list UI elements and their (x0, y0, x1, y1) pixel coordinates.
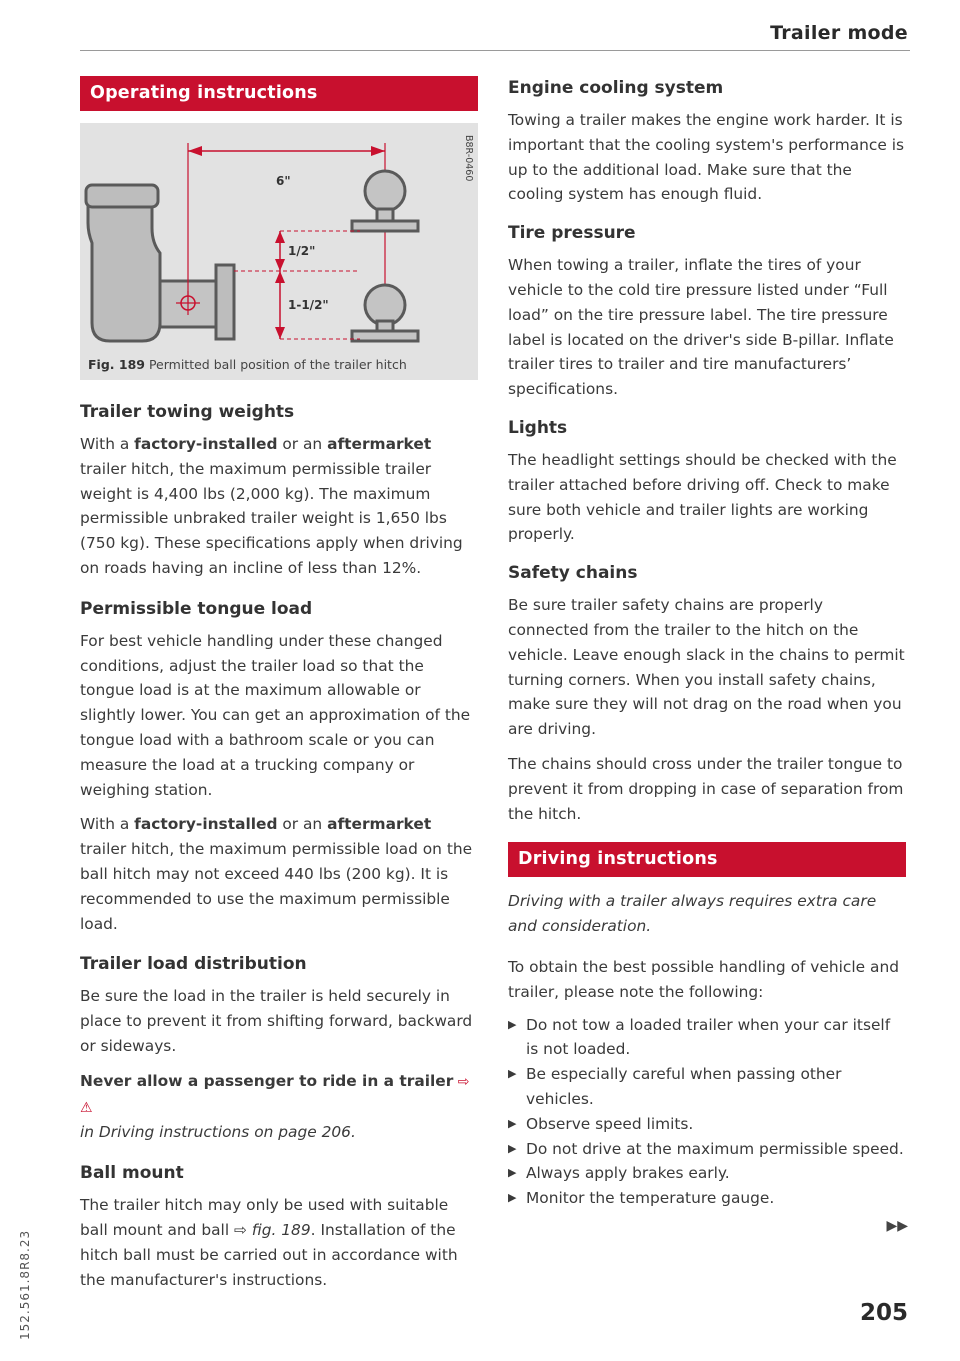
warning-ref-icon: ⇨ ⚠ (80, 1073, 470, 1116)
trailer-towing-weights-text: With a factory-installed or an aftermarket trailer hitch, the maximum permissible trailer weight is 4,400 lbs (2,000 kg). The maximum permissible unbraked trailer weight is 1,650 lbs (750 kg). These specifications apply when driving on roads having an incline of less than 12%. (80, 435, 463, 577)
list-item: ▶ Do not tow a loaded trailer when your car itself is not loaded. (508, 1015, 891, 1059)
lights-text: The headlight settings should be checked with the trailer attached before driving off. Check to make sure both vehicle and trailer lights are working properly. (508, 450, 897, 544)
engine-cooling-text: Towing a trailer makes the engine work harder. It is important that the cooling system's performance is up to the additional load. Make sure that the cooling system has enough fluid. (508, 111, 905, 204)
figure-caption (80, 353, 478, 380)
driving-bullet-list (508, 1013, 906, 1211)
trailer-load-distribution-heading: Trailer load distribution (80, 954, 307, 975)
driving-lead: To obtain the best possible handling of vehicle and trailer, please note the following: (508, 957, 899, 1001)
left-column (80, 76, 478, 1292)
dim-half-label: 1/2" (288, 244, 316, 258)
safety-chains-text-2: The chains should cross under the trailer tongue to prevent it from dropping in case of separation from the hitch. (508, 754, 904, 823)
dim-6-label: 6" (276, 174, 291, 188)
ball-mount-heading: Ball mount (80, 1163, 184, 1184)
header-rule (80, 50, 910, 51)
list-item: ▶ Observe speed limits. (508, 1114, 694, 1133)
driving-instructions-banner: Driving instructions (508, 842, 906, 877)
figure-code: B8R-0460 (463, 135, 474, 182)
operating-instructions-banner: Operating instructions (80, 76, 478, 111)
right-column (508, 76, 906, 1211)
hitch-receiver-shape (88, 193, 160, 341)
ball-mount-plate (216, 265, 234, 339)
trailer-towing-weights-heading: Trailer towing weights (80, 402, 295, 422)
passenger-warning: Never allow a passenger to ride in a trailer ⇨ ⚠ in Driving instructions on page 206. (80, 1071, 470, 1142)
page-number: 205 (859, 1300, 908, 1326)
hitch-receiver-top (86, 185, 158, 207)
side-code: 152.561.8R8.23 (18, 1229, 32, 1340)
driving-intro: Driving with a trailer always requires extra care and consideration. (508, 892, 877, 936)
fig-189-link[interactable]: ⇨ fig. 189 (233, 1220, 311, 1239)
page-header-title: Trailer mode (770, 22, 908, 44)
safety-chains-text-1: Be sure trailer safety chains are properly connected from the trailer to the hitch on the vehicle. Leave enough slack in the chains to permit turning corners. When you install safety chains, make sure they will not drag on the road when you are driving. (508, 596, 905, 739)
tire-pressure-text: When towing a trailer, inflate the tires of your vehicle to the cold tire pressure listed under “Full load” on the tire pressure label. The tire pressure label is located on the driver's side B-pillar. Inflate trailer tires to trailer and tire manufacturers’ specifications. (508, 256, 894, 399)
ball-mount-shank (160, 281, 218, 327)
continue-arrow-icon: ▶▶ (886, 1218, 908, 1234)
list-item: ▶ Always apply brakes early. (508, 1164, 730, 1183)
safety-chains-heading: Safety chains (508, 563, 638, 584)
engine-cooling-heading: Engine cooling system (508, 78, 724, 98)
figure-189 (80, 123, 478, 380)
permissible-tongue-load-heading: Permissible tongue load (80, 598, 313, 619)
trailer-hitch-diagram (80, 123, 478, 353)
dim-one-half-label: 1-1/2" (288, 298, 329, 312)
tire-pressure-heading: Tire pressure (508, 223, 636, 244)
load-distribution-text: Be sure the load in the trailer is held securely in place to prevent it from shifting forward, backward or sideways. (80, 987, 473, 1055)
lights-heading: Lights (508, 417, 568, 438)
figure-caption-label: Fig. 189 (88, 357, 145, 372)
ball-mount-text: The trailer hitch may only be used with suitable ball mount and ball ⇨ fig. 189. Installation of the hitch ball must be carried out in accordance with the manufacturer's instructions. (80, 1196, 458, 1289)
tongue-load-text-1: For best vehicle handling under these changed conditions, adjust the trailer load so that the tongue load is at the maximum allowable or slightly lower. You can get an approximation of the tongue load with a bathroom scale or you can measure the load at a trucking company or weighing station. (80, 631, 471, 799)
list-item: ▶ Monitor the temperature gauge. (508, 1189, 775, 1208)
list-item: ▶ Do not drive at the maximum permissible speed. (508, 1139, 904, 1158)
list-item: ▶ Be especially careful when passing other vehicles. (508, 1065, 842, 1108)
figure-caption-text: Permitted ball position of the trailer hitch (144, 357, 407, 372)
tongue-load-text-2: With a factory-installed or an aftermarket trailer hitch, the maximum permissible load on the ball hitch may not exceed 440 lbs (200 kg). It is recommended to use the maximum permissible load. (80, 815, 473, 933)
